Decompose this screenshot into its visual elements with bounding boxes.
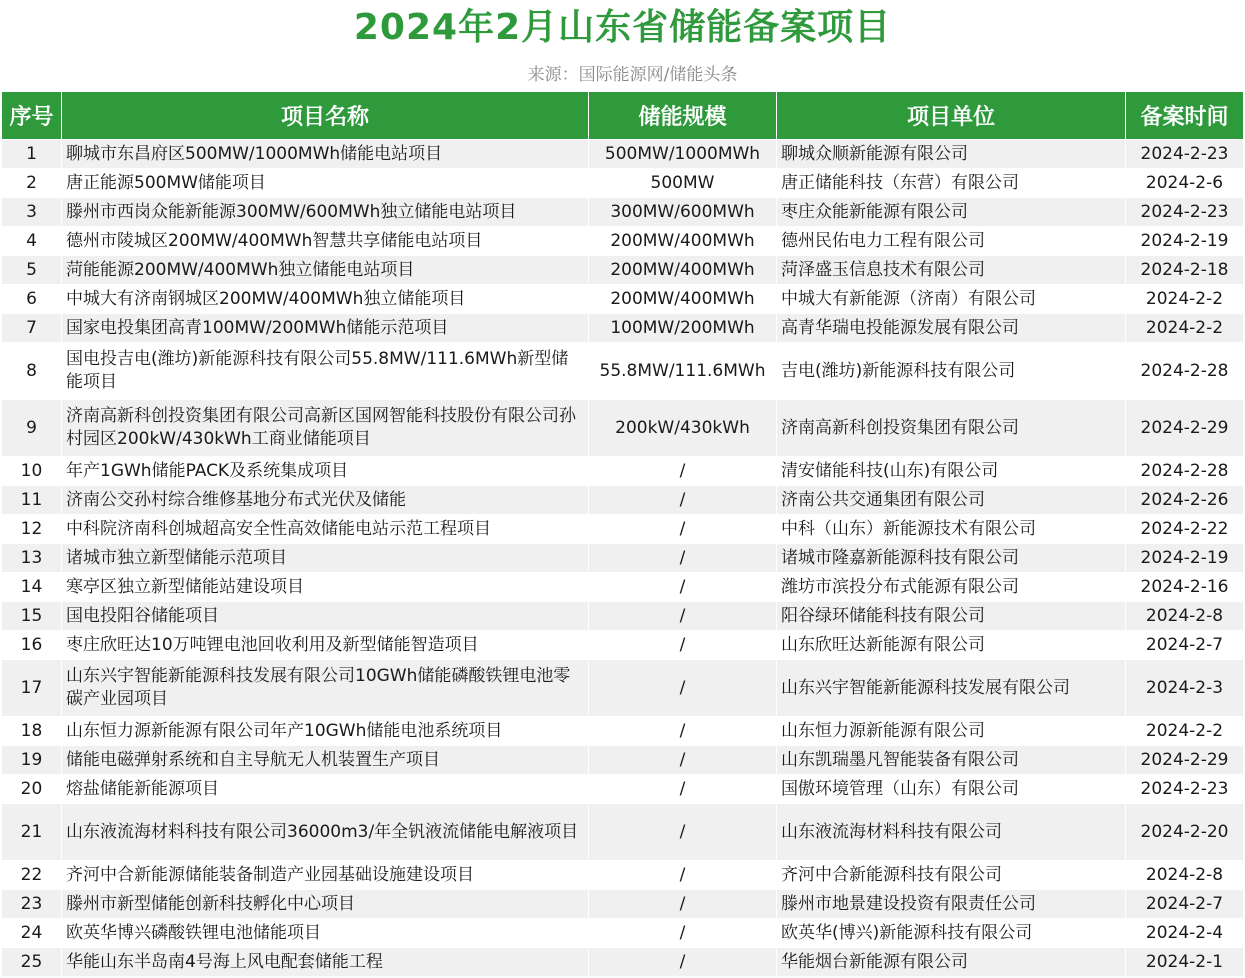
cell-name: 诸城市独立新型储能示范项目: [62, 544, 589, 573]
cell-unit: 菏泽盛玉信息技术有限公司: [777, 256, 1126, 285]
cell-unit: 吉电(潍坊)新能源科技有限公司: [777, 343, 1126, 400]
cell-date: 2024-2-20: [1126, 804, 1244, 861]
table-row: [2, 919, 1244, 948]
cell-unit: 滕州市地景建设投资有限责任公司: [777, 890, 1126, 919]
cell-unit: 中科（山东）新能源技术有限公司: [777, 515, 1126, 544]
cell-no: 24: [2, 919, 62, 948]
cell-no: 6: [2, 285, 62, 314]
cell-unit: 国傲环境管理（山东）有限公司: [777, 775, 1126, 804]
cell-name: 唐正能源500MW储能项目: [62, 169, 589, 198]
cell-unit: 高青华瑞电投能源发展有限公司: [777, 314, 1126, 343]
cell-scale: /: [589, 515, 777, 544]
cell-date: 2024-2-6: [1126, 169, 1244, 198]
cell-no: 5: [2, 256, 62, 285]
page-title: 2024年2月山东省储能备案项目: [353, 7, 892, 48]
header-name: 项目名称: [62, 92, 589, 140]
cell-name: 国电投吉电(潍坊)新能源科技有限公司55.8MW/111.6MWh新型储能项目: [62, 343, 589, 400]
table-row: [2, 631, 1244, 660]
cell-scale: 500MW/1000MWh: [589, 140, 777, 169]
cell-scale: /: [589, 919, 777, 948]
cell-scale: /: [589, 717, 777, 746]
cell-unit: 济南高新科创投资集团有限公司: [777, 400, 1126, 457]
cell-no: 4: [2, 227, 62, 256]
cell-name: 菏能能源200MW/400MWh独立储能电站项目: [62, 256, 589, 285]
cell-name: 聊城市东昌府区500MW/1000MWh储能电站项目: [62, 140, 589, 169]
cell-scale: 55.8MW/111.6MWh: [589, 343, 777, 400]
cell-scale: /: [589, 861, 777, 890]
header-unit: 项目单位: [777, 92, 1126, 140]
cell-scale: 500MW: [589, 169, 777, 198]
table-row: [2, 717, 1244, 746]
cell-name: 寒亭区独立新型储能站建设项目: [62, 573, 589, 602]
table-row: [2, 285, 1244, 314]
cell-unit: 山东兴宇智能新能源科技发展有限公司: [777, 660, 1126, 717]
cell-no: 18: [2, 717, 62, 746]
table-header-row: [2, 92, 1244, 140]
cell-name: 滕州市新型储能创新科技孵化中心项目: [62, 890, 589, 919]
cell-scale: 200kW/430kWh: [589, 400, 777, 457]
cell-date: 2024-2-28: [1126, 343, 1244, 400]
cell-date: 2024-2-23: [1126, 775, 1244, 804]
cell-unit: 潍坊市滨投分布式能源有限公司: [777, 573, 1126, 602]
cell-no: 9: [2, 400, 62, 457]
cell-name: 济南高新科创投资集团有限公司高新区国网智能科技股份有限公司孙村园区200kW/430kWh工商业储能项目: [62, 400, 589, 457]
header-no: 序号: [2, 92, 62, 140]
table-row: [2, 948, 1244, 977]
cell-scale: /: [589, 602, 777, 631]
table-row: [2, 343, 1244, 400]
source-text: 来源：国际能源网/储能头条: [527, 65, 738, 85]
cell-date: 2024-2-1: [1126, 948, 1244, 977]
cell-name: 济南公交孙村综合维修基地分布式光伏及储能: [62, 486, 589, 515]
cell-no: 15: [2, 602, 62, 631]
table-row: [2, 457, 1244, 486]
cell-name: 国电投阳谷储能项目: [62, 602, 589, 631]
cell-scale: /: [589, 746, 777, 775]
cell-date: 2024-2-29: [1126, 400, 1244, 457]
cell-date: 2024-2-28: [1126, 457, 1244, 486]
table-row: [2, 486, 1244, 515]
cell-scale: /: [589, 631, 777, 660]
header-scale: 储能规模: [589, 92, 777, 140]
cell-date: 2024-2-2: [1126, 285, 1244, 314]
table-row: [2, 544, 1244, 573]
cell-no: 12: [2, 515, 62, 544]
cell-name: 滕州市西岗众能新能源300MW/600MWh独立储能电站项目: [62, 198, 589, 227]
cell-unit: 清安储能科技(山东)有限公司: [777, 457, 1126, 486]
cell-no: 19: [2, 746, 62, 775]
cell-date: 2024-2-22: [1126, 515, 1244, 544]
table-row: [2, 746, 1244, 775]
cell-name: 年产1GWh储能PACK及系统集成项目: [62, 457, 589, 486]
cell-date: 2024-2-16: [1126, 573, 1244, 602]
table-row: [2, 602, 1244, 631]
cell-scale: /: [589, 660, 777, 717]
cell-no: 1: [2, 140, 62, 169]
cell-unit: 齐河中合新能源科技有限公司: [777, 861, 1126, 890]
cell-name: 熔盐储能新能源项目: [62, 775, 589, 804]
cell-date: 2024-2-3: [1126, 660, 1244, 717]
table-row: [2, 314, 1244, 343]
cell-name: 山东液流海材料科技有限公司36000m3/年全钒液流储能电解液项目: [62, 804, 589, 861]
table-row: [2, 400, 1244, 457]
cell-no: 10: [2, 457, 62, 486]
header-date: 备案时间: [1126, 92, 1244, 140]
cell-date: 2024-2-7: [1126, 890, 1244, 919]
cell-scale: /: [589, 457, 777, 486]
cell-unit: 山东欣旺达新能源有限公司: [777, 631, 1126, 660]
cell-date: 2024-2-29: [1126, 746, 1244, 775]
cell-date: 2024-2-23: [1126, 198, 1244, 227]
cell-unit: 聊城众顺新能源有限公司: [777, 140, 1126, 169]
cell-unit: 山东恒力源新能源有限公司: [777, 717, 1126, 746]
cell-unit: 中城大有新能源（济南）有限公司: [777, 285, 1126, 314]
cell-no: 14: [2, 573, 62, 602]
cell-unit: 阳谷绿环储能科技有限公司: [777, 602, 1126, 631]
table-row: [2, 515, 1244, 544]
table-row: [2, 861, 1244, 890]
cell-name: 枣庄欣旺达10万吨锂电池回收利用及新型储能智造项目: [62, 631, 589, 660]
table-row: [2, 804, 1244, 861]
cell-no: 20: [2, 775, 62, 804]
cell-no: 17: [2, 660, 62, 717]
cell-scale: 300MW/600MWh: [589, 198, 777, 227]
cell-no: 25: [2, 948, 62, 977]
cell-date: 2024-2-26: [1126, 486, 1244, 515]
cell-name: 山东恒力源新能源有限公司年产10GWh储能电池系统项目: [62, 717, 589, 746]
cell-no: 8: [2, 343, 62, 400]
cell-date: 2024-2-7: [1126, 631, 1244, 660]
table-row: [2, 660, 1244, 717]
cell-no: 23: [2, 890, 62, 919]
table-row: [2, 256, 1244, 285]
cell-name: 华能山东半岛南4号海上风电配套储能工程: [62, 948, 589, 977]
table-row: [2, 140, 1244, 169]
cell-unit: 华能烟台新能源有限公司: [777, 948, 1126, 977]
cell-scale: /: [589, 804, 777, 861]
cell-date: 2024-2-2: [1126, 717, 1244, 746]
cell-date: 2024-2-8: [1126, 602, 1244, 631]
cell-unit: 枣庄众能新能源有限公司: [777, 198, 1126, 227]
cell-name: 中城大有济南钢城区200MW/400MWh独立储能项目: [62, 285, 589, 314]
cell-scale: 200MW/400MWh: [589, 256, 777, 285]
cell-unit: 诸城市隆嘉新能源科技有限公司: [777, 544, 1126, 573]
cell-unit: 唐正储能科技（东营）有限公司: [777, 169, 1126, 198]
table-row: [2, 890, 1244, 919]
cell-no: 13: [2, 544, 62, 573]
source-caption: [0, 60, 1245, 85]
cell-no: 11: [2, 486, 62, 515]
cell-no: 3: [2, 198, 62, 227]
table-row: [2, 169, 1244, 198]
table-row: [2, 198, 1244, 227]
table-row: [2, 573, 1244, 602]
cell-name: 欧英华博兴磷酸铁锂电池储能项目: [62, 919, 589, 948]
cell-date: 2024-2-8: [1126, 861, 1244, 890]
cell-date: 2024-2-19: [1126, 544, 1244, 573]
cell-unit: 山东液流海材料科技有限公司: [777, 804, 1126, 861]
cell-date: 2024-2-23: [1126, 140, 1244, 169]
cell-name: 齐河中合新能源储能装备制造产业园基础设施建设项目: [62, 861, 589, 890]
cell-scale: /: [589, 775, 777, 804]
cell-scale: 200MW/400MWh: [589, 285, 777, 314]
cell-no: 7: [2, 314, 62, 343]
cell-no: 16: [2, 631, 62, 660]
cell-scale: /: [589, 573, 777, 602]
table-body: [2, 140, 1244, 977]
cell-unit: 德州民佑电力工程有限公司: [777, 227, 1126, 256]
projects-table: [1, 91, 1244, 977]
cell-date: 2024-2-2: [1126, 314, 1244, 343]
cell-unit: 济南公共交通集团有限公司: [777, 486, 1126, 515]
table-row: [2, 227, 1244, 256]
cell-scale: 200MW/400MWh: [589, 227, 777, 256]
cell-date: 2024-2-18: [1126, 256, 1244, 285]
cell-name: 山东兴宇智能新能源科技发展有限公司10GWh储能磷酸铁锂电池零碳产业园项目: [62, 660, 589, 717]
cell-no: 21: [2, 804, 62, 861]
cell-scale: /: [589, 486, 777, 515]
cell-scale: 100MW/200MWh: [589, 314, 777, 343]
cell-date: 2024-2-19: [1126, 227, 1244, 256]
cell-unit: 欧英华(博兴)新能源科技有限公司: [777, 919, 1126, 948]
cell-name: 国家电投集团高青100MW/200MWh储能示范项目: [62, 314, 589, 343]
cell-scale: /: [589, 544, 777, 573]
cell-scale: /: [589, 948, 777, 977]
cell-no: 2: [2, 169, 62, 198]
cell-unit: 山东凯瑞墨凡智能装备有限公司: [777, 746, 1126, 775]
cell-scale: /: [589, 890, 777, 919]
cell-name: 储能电磁弹射系统和自主导航无人机装置生产项目: [62, 746, 589, 775]
cell-name: 中科院济南科创城超高安全性高效储能电站示范工程项目: [62, 515, 589, 544]
cell-date: 2024-2-4: [1126, 919, 1244, 948]
cell-no: 22: [2, 861, 62, 890]
cell-name: 德州市陵城区200MW/400MWh智慧共享储能电站项目: [62, 227, 589, 256]
table-row: [2, 775, 1244, 804]
